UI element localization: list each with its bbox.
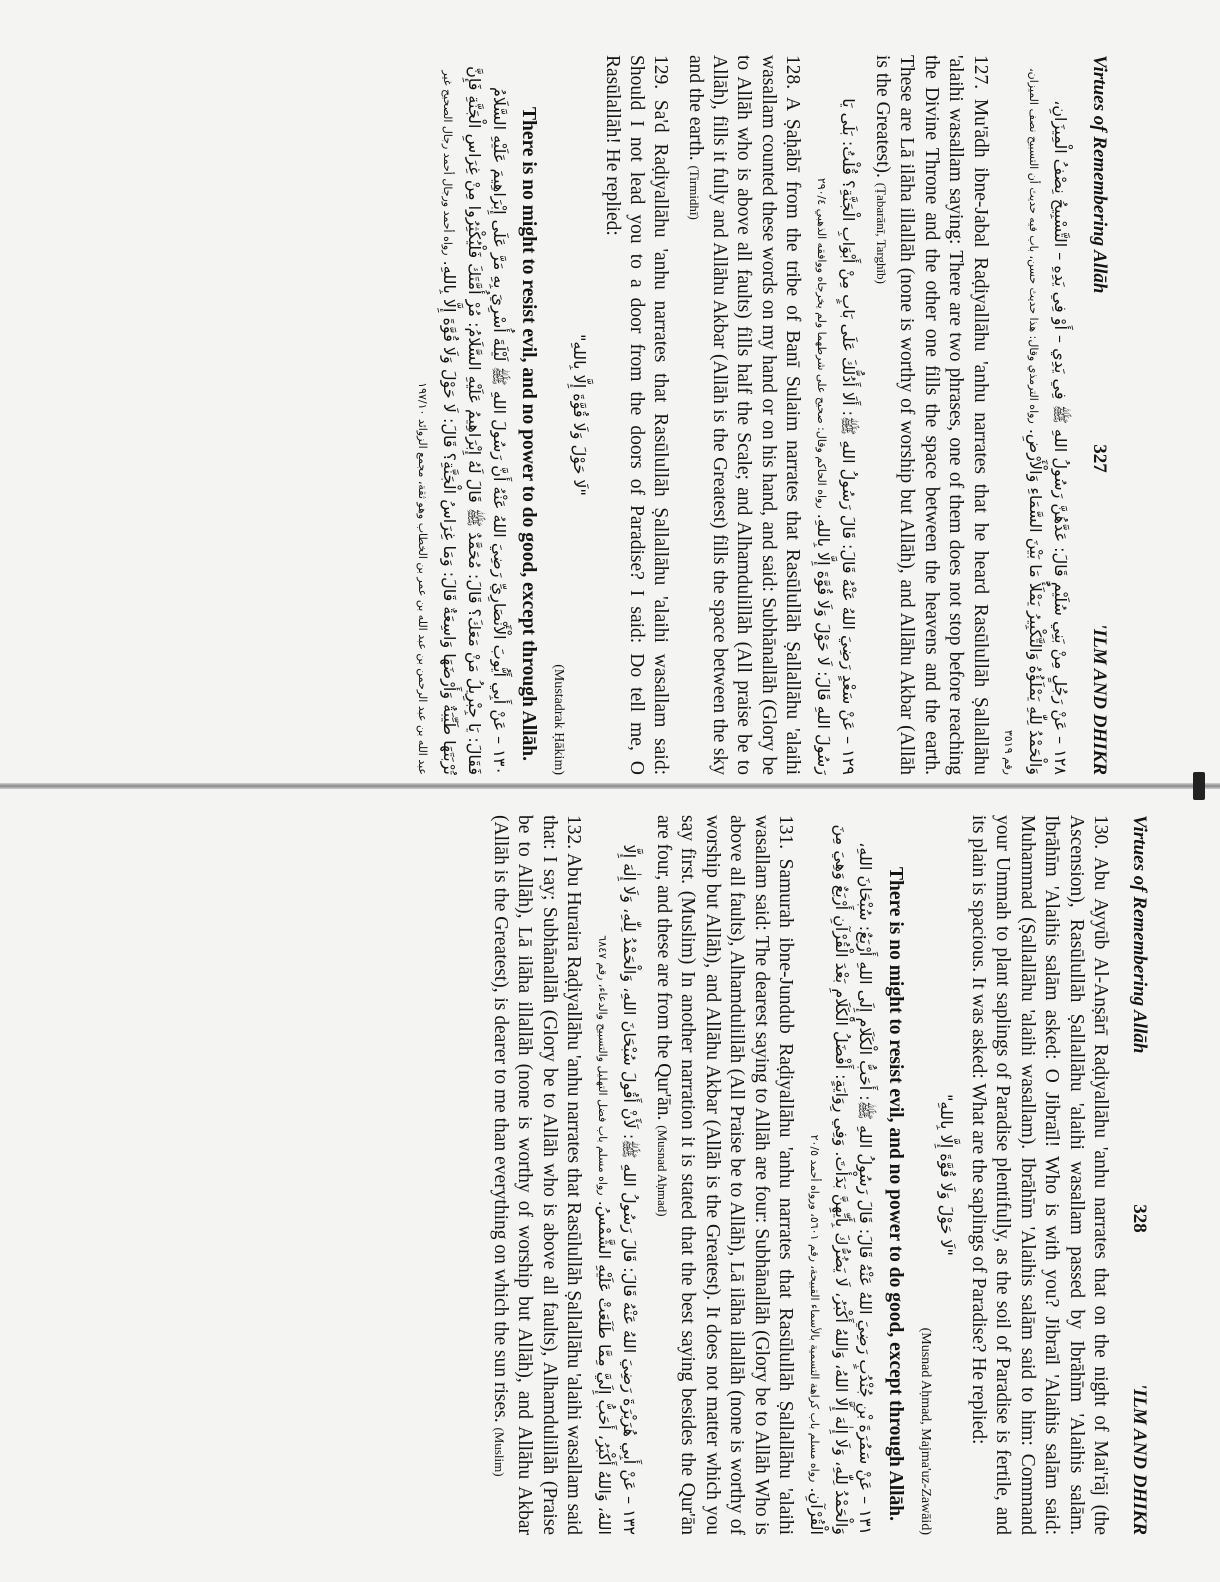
page-number: 328 <box>1129 1204 1150 1233</box>
hadith-129 <box>517 55 673 775</box>
source-citation: (Ṭabarānī, Targhīb) <box>874 182 890 284</box>
english-translation: 128. A Ṣaḥābī from the tribe of Banī Sulaim narrates that Rasūlullāh Ṣallallāhu 'alaihi wasallam counted these words on my hand or on his hand, and said: Subhānallāh (Glory be to Allāh who is above all faults) fills half the Scale; and Alhamdulillāh (All praise be to Allāh), fills it fully and Allāhu Akbar (Allāh is the Greatest) fills the space between the sky and the earth. (Tirmidhī) <box>684 55 804 775</box>
english-translation: 129. Sa'd Raḍiyallāhu 'anhu narrates that Rasūlullāh Ṣallallāhu 'alaihi wasallam said: Should I not lead you to a door from the doors of Paradise? I said: Do tell me, O Rasūlallāh! He replied: <box>601 55 672 775</box>
section-title: 'ILM AND DHIKR <box>1129 1383 1150 1535</box>
arabic-text: ١٢٨ – عَنْ رَجُلٍ مِنْ بَنِي سُلَيْمٍ قَالَ: عَدَّهُنَّ رَسُولُ اللهِ ﷺ فِي يَدِي – أَوْ فِي يَدِهِ – التَّسْبِيحُ نِصْفُ الْمِيزَانِ، وَالْحَمْدُ لِلّٰهِ يَمْلَؤُهُ وَالتَّكْبِيرُ يَمْلَأُ مَا بَيْنَ السَّمَاءِ وَالْأَرْضِ. رواه الترمذي وقال: هذا حديث حسن، باب فيه حديث أن التسبيح نصف الميزان، رقم ٣٥١٩ <box>1002 68 1070 775</box>
arabic-text: ١٣٠ – عَنْ أَبِي أَيُّوبَ الْأَنْصَارِيِّ رَضِيَ اللهُ عَنْهُ أَنَّ رَسُولَ اللهِ ﷺ لَيْلَةَ أُسْرِيَ بِهِ مَرَّ عَلَى إِبْرَاهِيمَ عَلَيْهِ السَّلَامُ فَقَالَ: يَا جِبْرِيلُ مَنْ مَعَكَ؟ قَالَ: مُحَمَّدٌ ﷺ قَالَ لَهُ إِبْرَاهِيمُ عَلَيْهِ السَّلَامُ: مُرْ أُمَّتَكَ فَلْيُكْثِرُوا مِنْ غِرَاسِ الْجَنَّةِ فَإِنَّ تُرْبَتَهَا طَيِّبَةٌ وَأَرْضَهَا وَاسِعَةٌ قَالَ: وَمَا غِرَاسُ الْجَنَّةِ؟ قَالَ: لَا حَوْلَ وَلَا قُوَّةَ إِلَّا بِاللهِ. رواه أحمد ورجال أحمد رجال الصحيح غير عبد الله بن عبد الرحمن بن عبد الله بن عمر بن الخطاب وهو ثقة، مجمع الزوائد ١٩٧/١٠ <box>416 66 509 775</box>
english-translation: 131. Samurah ibne-Jundub Raḍiyallāhu 'anhu narrates that Rasūlullāh Ṣallallāhu 'alaihi wasallam said: The dearest saying to Allāh are four: Subhānallāh (Glory be to Allāh Who is above all faults), Alhamdulillāh (All Praise be to Allāh), Lā ilāha illallāh (none is worthy of worship but Allāh), and Allāhu Akbar (Allāh is the Greatest). It does not matter which you say first. (Muslim) In another narration it is stated that the best saying besides the Qur'ān are four, and these are from the Qur'ān. (Musnad Aḥmad) <box>653 815 796 1535</box>
running-header <box>1128 815 1150 1535</box>
source-citation: (Tirmidhī) <box>686 165 702 220</box>
phrase-meaning: There is no might to resist evil, and no power to do good, except through Allāh. <box>518 107 540 762</box>
hadith-130-arabic <box>412 55 511 775</box>
page-328 <box>150 815 1150 1535</box>
page-number: 327 <box>1089 444 1110 473</box>
english-translation: 132. Abu Huraira Raḍiyallāhu 'anhu narrates that Rasūlullāh Ṣallallāhu 'alaihi wasallam said that: I say; Subhānallāh (Glory be to Allāh who is above all faults), Alhamdulillāh (Praise be to Allāh), Lā ilāha illallāh (none is worthy of worship but Allāh), and Allāhu Akbar (Allāh is the Greatest), is dearer to me than everything on which the sun rises. (Muslim) <box>490 815 585 1535</box>
hadith-128 <box>682 55 859 775</box>
section-title: 'ILM AND DHIKR <box>1089 623 1110 775</box>
running-title: Virtues of Remembering Allāh <box>1089 55 1110 294</box>
source-citation: (Mustadrak Ḥākim) <box>551 664 567 775</box>
hadith-130 <box>883 815 1112 1535</box>
running-title: Virtues of Remembering Allāh <box>1129 815 1150 1054</box>
phrase-meaning: There is no might to resist evil, and no power to do good, except through Allāh. <box>884 867 906 1522</box>
hadith-127 <box>870 55 1072 775</box>
running-header <box>1088 55 1110 775</box>
source-citation: (Musnad Aḥmad, Majma'uz-Zawāid) <box>917 1327 933 1535</box>
english-translation: 130. Abu Ayyūb Al-Anṣārī Raḍiyallāhu 'anhu narrates that on the night of Mai'rāj (the Ascension), Rasūlullāh Ṣallallāhu 'alaihi wasallam passed by Ibrāhīm 'Alaihis salām. Ibrāhīm 'Alaihis salām asked: O Jibraīl! Who is with you? Jibraīl 'Alaihis salām said: Muhammad (Ṣallallāhu 'alaihi wasallam). Ibrāhīm 'Alaihis salām said to him: Command your Ummah to plant saplings of Paradise plentifully, as the soil of Paradise is fertile, and its plain is spacious. It was asked: What are the saplings of Paradise? He replied: <box>968 815 1111 1535</box>
source-citation: (Musnad Aḥmad) <box>655 1125 671 1217</box>
arabic-text: ١٣١ – عَنْ سَمُرَةَ بْنِ جُنْدُبٍ رَضِيَ اللهُ عَنْهُ قَالَ: قَالَ رَسُولُ اللهِ ﷺ: أَحَبُّ الْكَلَامِ إِلَى اللهِ أَرْبَعٌ: سُبْحَانَ اللهِ، وَالْحَمْدُ لِلّٰهِ، وَلَا إِلٰهَ إِلَّا اللهُ، وَاللهُ أَكْبَرُ، لَا يَضُرُّكَ بِأَيِّهِنَّ بَدَأْتَ. وَفِي رِوَايَةٍ: أَفْضَلُ الْكَلَامِ بَعْدَ الْقُرْآنِ أَرْبَعٌ وَهِيَ مِنَ الْقُرْآنِ. رواه مسلم باب كراهة التسمية بالأسماء القبيحة، رقم ٥٦٠١، ورواه أحمد ٢٠/٥ <box>806 824 876 1535</box>
arabic-text: ١٢٩ – عَنْ سَعْدٍ رَضِيَ اللهُ عَنْهُ قَالَ: قَالَ رَسُولُ اللهِ ﷺ: أَلَا أَدُلُّكَ عَلَى بَابٍ مِنْ أَبْوَابِ الْجَنَّةِ؟ قُلْتُ: بَلَى يَا رَسُولَ اللهِ قَالَ: لَا حَوْلَ وَلَا قُوَّةَ إِلَّا بِاللهِ. رواه الحاكم وقال: صحيح على شرطهما ولم يخرجاه ووافقه الذهبي ٢٩٠/٤ <box>813 98 858 775</box>
hadith-132 <box>488 815 641 1535</box>
arabic-phrase: "لَا حَوْلَ وَلَا قُوَّةَ إِلَّا بِاللهِ" <box>570 334 590 496</box>
hadith-131 <box>651 815 878 1535</box>
arabic-text: ١٣٢ – عَنْ أَبِي هُرَيْرَةَ رَضِيَ اللهُ عَنْهُ قَالَ: قَالَ رَسُولُ اللهِ ﷺ: لَأَنْ أَقُولَ سُبْحَانَ اللهِ، وَالْحَمْدُ لِلّٰهِ، وَلَا إِلٰهَ إِلَّا اللهُ، وَاللهُ أَكْبَرُ، أَحَبُّ إِلَيَّ مِمَّا طَلَعَتْ عَلَيْهِ الشَّمْسُ. رواه مسلم باب فضل التهليل والتسبيح والدعاء، رقم ٦٨٤٧ <box>594 844 639 1535</box>
arabic-phrase: "لَا حَوْلَ وَلَا قُوَّةَ إِلَّا بِاللهِ" <box>936 1094 956 1256</box>
page-327 <box>110 55 1110 775</box>
source-citation: (Muslim) <box>492 1427 507 1477</box>
book-spine <box>0 783 1220 789</box>
english-translation: 127. Mu'ādh ibne-Jabal Raḍiyallāhu 'anhu narrates that he heard Rasūlullāh Ṣallallāhu 'alaihi wasallam saying: There are two phrases, one of them does not stop before reaching the Divine Throne and the other one fills the space between the heavens and the earth. These are Lā ilāha illallāh (none is worthy of worship but Allāh), and Allāhu Akbar (Allāh is the Greatest). (Ṭabarānī, Targhīb) <box>872 55 991 775</box>
binding-clip <box>1193 772 1205 800</box>
